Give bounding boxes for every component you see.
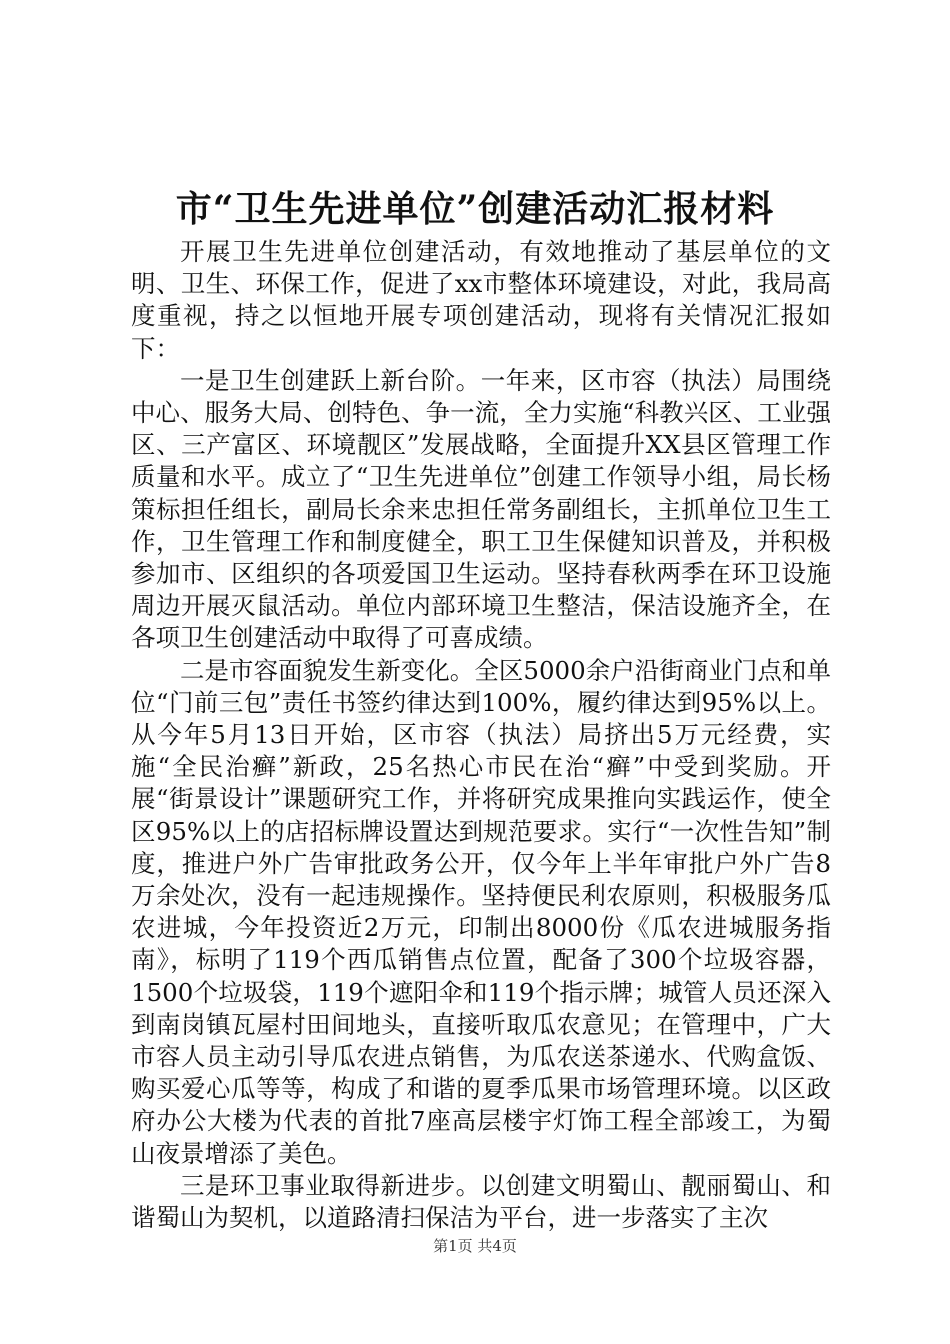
document-title: 市“卫生先进单位”创建活动汇报材料 (175, 188, 775, 230)
paragraph-city-appearance: 二是市容面貌发生新变化。全区5000余户沿街商业门点和单位“门前三包”责任书签约律达到100%，履约律达到95%以上。从今年5月13日开始，区市容（执法）局挤出5万元经费，实施“全民治癣”新政，25名热心市民在治“癣”中受到奖励。开展“街景设计”课题研究工作，并将研究成果推向实践运作，使全区95%以上的店招标牌设置达到规范要求。实行“一次性告知”制度，推进户外广告审批政务公开，仅今年上半年审批户外广告8万余处次，没有一起违规操作。坚持便民利农原则，积极服务瓜农进城，今年投资近2万元，印制出8000份《瓜农进城服务指南》，标明了119个西瓜销售点位置，配备了300个垃圾容器，1500个垃圾袋，119个遮阳伞和119个指示牌；城管人员还深入到南岗镇瓦屋村田间地头，直接听取瓜农意见；在管理中，广大市容人员主动引导瓜农进点销售，为瓜农送茶递水、代购盒饭、购买爱心瓜等等，构成了和谐的夏季瓜果市场管理环境。以区政府办公大楼为代表的首批7座高层楼宇灯饰工程全部竣工，为蜀山夜景增添了美色。 (131, 655, 831, 1168)
document-body (131, 236, 831, 1234)
paragraph-intro: 开展卫生先进单位创建活动，有效地推动了基层单位的文明、卫生、环保工作，促进了xx市整体环境建设，对此，我局高度重视，持之以恒地开展专项创建活动，现将有关情况汇报如下： (131, 237, 831, 363)
page-footer: 第1页 共4页 (433, 1237, 517, 1255)
paragraph-sanitation-progress: 三是环卫事业取得新进步。以创建文明蜀山、靓丽蜀山、和谐蜀山为契机，以道路清扫保洁为平台，进一步落实了主次 (131, 1170, 831, 1233)
paragraph-health-creation: 一是卫生创建跃上新台阶。一年来，区市容（执法）局围绕中心、服务大局、创特色、争一流，全力实施“科教兴区、工业强区、三产富区、环境靓区”发展战略，全面提升XX县区管理工作质量和水平。成立了“卫生先进单位”创建工作领导小组，局长杨策标担任组长，副局长余来忠担任常务副组长，主抓单位卫生工作，卫生管理工作和制度健全，职工卫生保健知识普及，并积极参加市、区组织的各项爱国卫生运动。坚持春秋两季在环卫设施周边开展灭鼠活动。单位内部环境卫生整洁，保洁设施齐全，在各项卫生创建活动中取得了可喜成绩。 (131, 365, 831, 653)
